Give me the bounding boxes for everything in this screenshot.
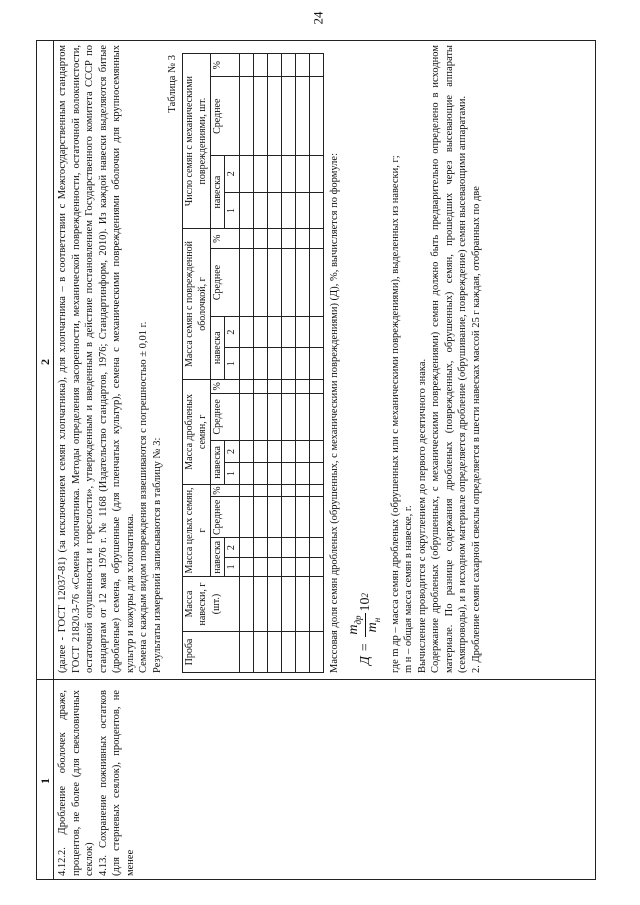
rotated-page (36, 40, 596, 880)
table-caption: Таблица № 3 (167, 55, 178, 113)
column-2-number: 2 (38, 359, 52, 365)
sub-average: Среднее (210, 77, 239, 156)
paragraph-m-dr: где m др – масса семян дробленых (обрушенных или с механическими повреждениями), выделенных из навески, г; (389, 155, 401, 673)
table-row (281, 54, 295, 673)
sub-percent: % (210, 379, 239, 393)
paragraph-m-n: m н – общая масса семян в навеске, г. (403, 505, 415, 673)
formula-num-sub: др (352, 615, 363, 625)
requirements-column (56, 690, 137, 876)
formula-lhs: Д (358, 656, 374, 665)
table-row (309, 54, 323, 673)
formula-num: m (346, 624, 361, 635)
formula: Д = $m_{др}$ $m_н$ 10 2 (347, 45, 385, 665)
methods-column (56, 45, 483, 673)
header-damaged-shell: Масса семян с поврежденной оболочкой, г (182, 229, 210, 380)
measurement-table (182, 53, 324, 673)
paragraph-mass-fraction: Массовая доля семян дробленых (обрушенных, с механическими повреждениями) (Д), %, вычисляется по формуле: (328, 153, 340, 673)
header-whole-seeds: Масса целых семян, г (182, 484, 210, 576)
sub-1: 1 (225, 557, 240, 576)
sub-percent: % (210, 54, 239, 77)
formula-mult: 10 (358, 597, 374, 612)
column-1-number: 1 (38, 778, 52, 784)
paragraph-gost: (далее - ГОСТ 12037-81) (за исключением семян хлопчатника), для хлопчатника – в соответствии с Межгосударственным стандартом ГОСТ 21820.3-76 «Семена хлопчатника. Методы определения засоренности, механической поврежденности, остаточной волокнистости, остаточной опушенности и гореслости», утвержденным и введенным в действие постановлением Государственного комитета СССР по стандартам от 12 мая 1976 г. № 1168 (Издательство стандартов, 1976; Стандартинформ, 2010). Из каждой навески выделяются битые (дробленые) семена, обрушенные (для пленчатых культур), семена с механическими повреждениями оболочки для крупносемянных культур и кожуры для хлопчатника. (57, 45, 136, 673)
sub-1: 1 (225, 192, 240, 229)
item-4-12-2: 4.12.2. Дробление оболочек драже, процентов, не более (для свекловичных секлок) (57, 690, 95, 876)
sub-naveska: навеска (210, 538, 225, 577)
header-proba: Проба (182, 632, 239, 673)
sub-1: 1 (225, 462, 240, 484)
sub-2: 2 (225, 155, 240, 192)
sub-percent: % (210, 484, 239, 496)
sub-average: Среднее (210, 497, 239, 538)
column-divider (36, 679, 596, 680)
item-4-13: 4.13. Сохранение пожнивных остатков (для стерневых сеялок), процентов, не менее (97, 690, 136, 876)
table-row (239, 54, 253, 673)
formula-fraction (347, 613, 385, 636)
header-mass: Масса навески, г (шт.) (182, 577, 239, 632)
paragraph-weighing: Семена с каждым видом повреждения взвешиваются с погрешностью ± 0,01 г. (138, 321, 149, 673)
formula-den-sub: н (372, 617, 383, 623)
paragraph-results: Результаты измерений записываются в таблицу № 3: (151, 437, 163, 673)
table-row (295, 54, 309, 673)
paragraph-content: Содержание дробленых (обрушенных, с механическими повреждениями) семян должно быть предварительно определено в исходном материале. По разнице содержания дробленых (поврежденных, обрушенных) семян, прошедших через высевающие аппараты (семяпроводы), и в исходном материале определяется дробление (обрушивание, повреждение) семян высевающими аппаратами. (430, 45, 469, 673)
paragraph-rounding: Вычисление проводится с округлением до первого десятичного знака. (416, 358, 428, 673)
sub-average: Среднее (210, 393, 239, 440)
sub-2: 2 (225, 538, 240, 557)
sub-percent: % (210, 229, 239, 249)
sub-2: 2 (225, 440, 240, 462)
table-row (267, 54, 281, 673)
sub-naveska: навеска (210, 316, 225, 379)
table-row (253, 54, 267, 673)
sub-average: Среднее (210, 249, 239, 317)
sub-naveska: навеска (210, 155, 225, 228)
sub-naveska: навеска (210, 440, 225, 484)
sub-2: 2 (225, 316, 240, 348)
header-mechanical-damage: Число семян с механическими повреждениями, шт. (182, 54, 210, 229)
formula-den: m (365, 622, 381, 633)
formula-pow: 2 (360, 592, 371, 598)
header-crushed-seeds: Масса дробленых семян, г (182, 379, 210, 484)
sub-1: 1 (225, 348, 240, 379)
paragraph-sugar-beet: 2. Дробление семян сахарной свеклы определяется в шести навесках массой 25 г каждая, отобранных по две (470, 186, 482, 673)
header-divider (53, 40, 54, 880)
page-number: 24 (310, 11, 326, 25)
